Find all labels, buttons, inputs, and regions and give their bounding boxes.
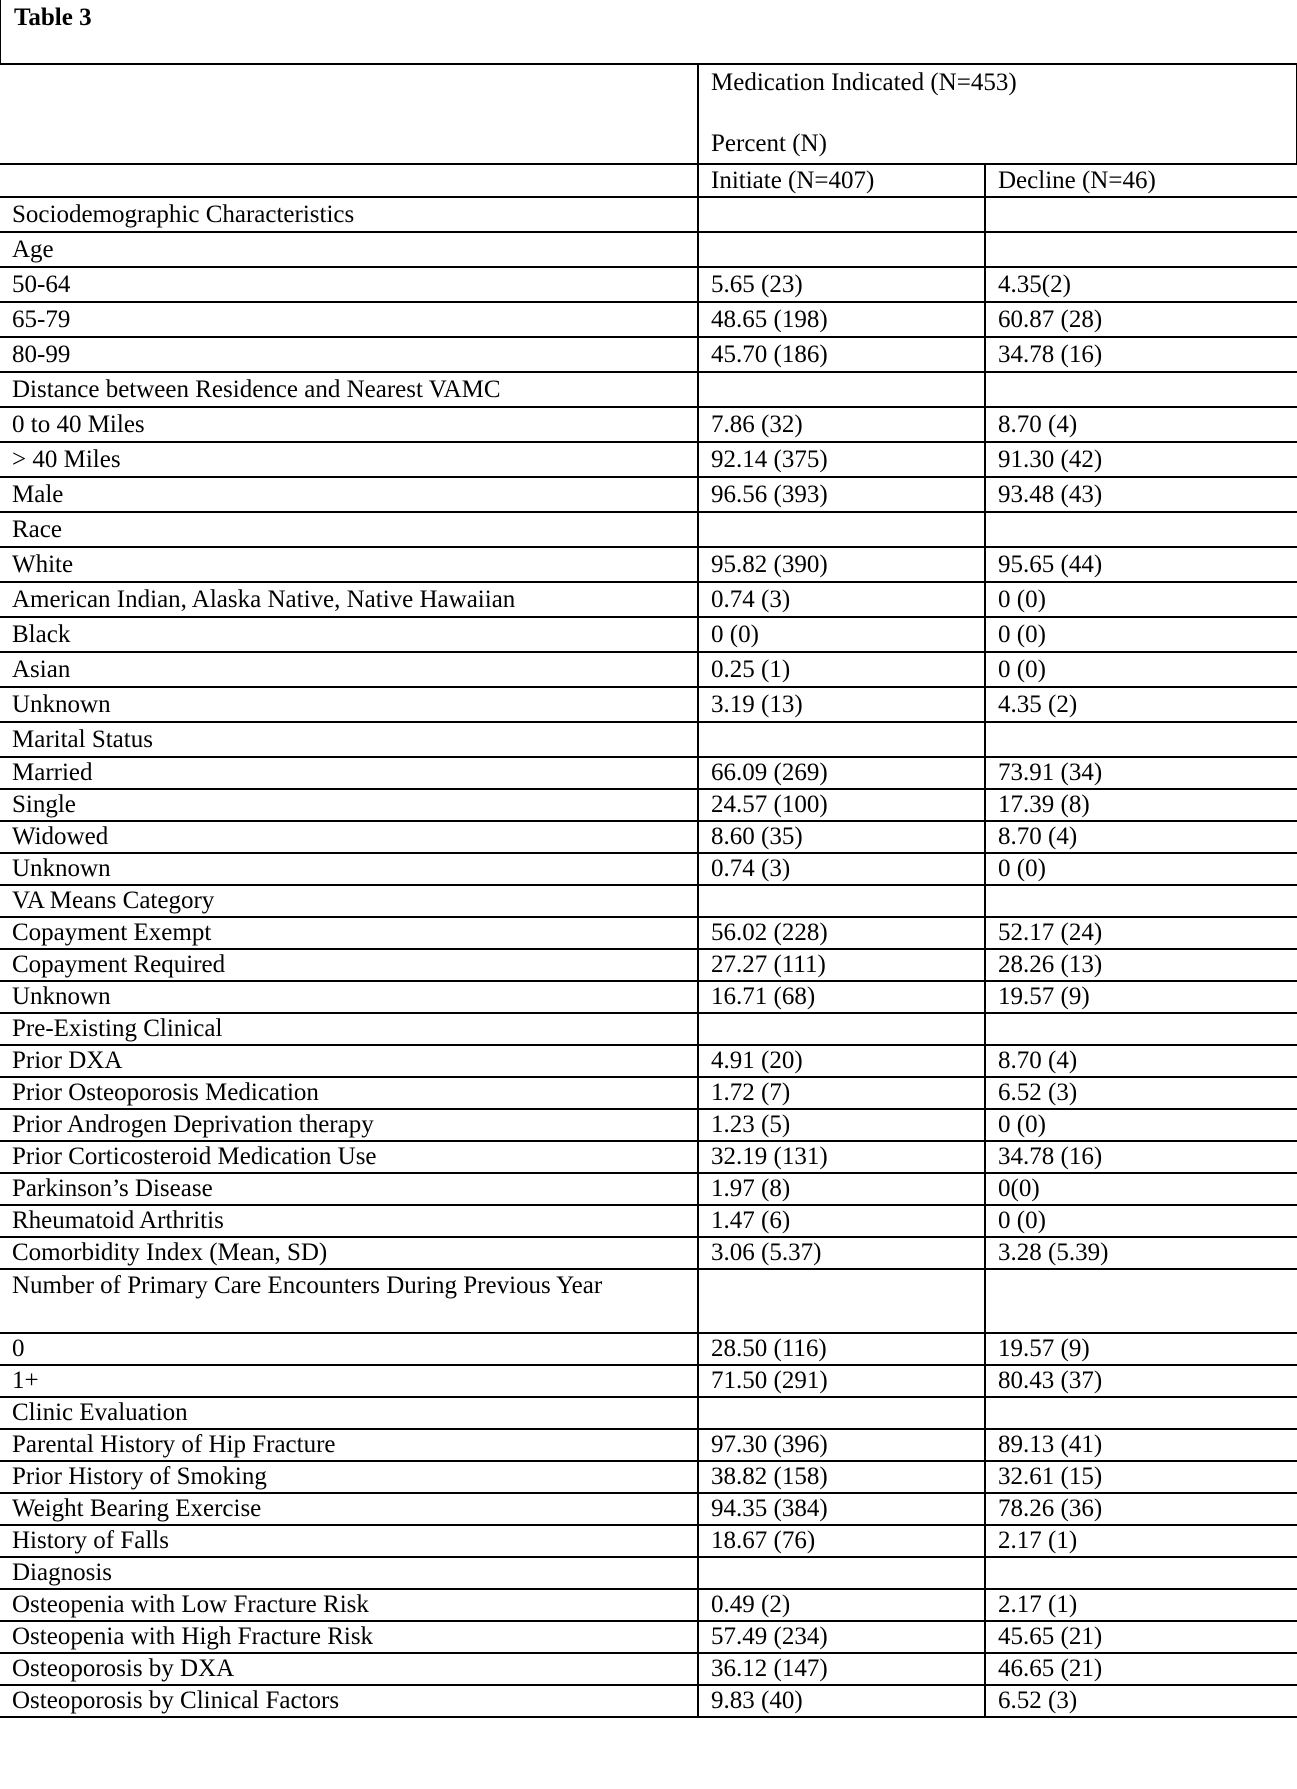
row-label: Weight Bearing Exercise: [0, 1493, 698, 1525]
cell-initiate: [698, 722, 985, 757]
cell-decline: 6.52 (3): [985, 1077, 1297, 1109]
table-row: [0, 197, 1297, 232]
header-row-columns: [0, 164, 1297, 197]
row-label: Race: [0, 512, 698, 547]
cell-initiate: [698, 197, 985, 232]
cell-initiate: 1.72 (7): [698, 1077, 985, 1109]
page-border: [0, 0, 1, 64]
cell-decline: 80.43 (37): [985, 1365, 1297, 1397]
cell-initiate: 1.97 (8): [698, 1173, 985, 1205]
header-row-group: [0, 64, 1297, 164]
cell-decline: 4.35(2): [985, 267, 1297, 302]
cell-decline: 0 (0): [985, 853, 1297, 885]
cell-initiate: 16.71 (68): [698, 981, 985, 1013]
row-label: Unknown: [0, 981, 698, 1013]
cell-decline: 8.70 (4): [985, 1045, 1297, 1077]
table-row: [0, 1365, 1297, 1397]
table-row: [0, 477, 1297, 512]
cell-decline: 0 (0): [985, 582, 1297, 617]
cell-initiate: 24.57 (100): [698, 789, 985, 821]
cell-decline: [985, 232, 1297, 267]
table-row: [0, 1013, 1297, 1045]
table-row: [0, 1653, 1297, 1685]
table-row: [0, 617, 1297, 652]
table-row: [0, 512, 1297, 547]
cell-initiate: 57.49 (234): [698, 1621, 985, 1653]
row-label: 50-64: [0, 267, 698, 302]
row-label: White: [0, 547, 698, 582]
cell-initiate: 0 (0): [698, 617, 985, 652]
cell-initiate: 0.25 (1): [698, 652, 985, 687]
header-group-sub: Percent (N): [711, 130, 827, 157]
cell-decline: 19.57 (9): [985, 1333, 1297, 1365]
cell-initiate: 94.35 (384): [698, 1493, 985, 1525]
table-row: [0, 981, 1297, 1013]
row-label: VA Means Category: [0, 885, 698, 917]
table-row: [0, 1525, 1297, 1557]
table-row: [0, 372, 1297, 407]
cell-decline: 0 (0): [985, 1109, 1297, 1141]
table-row: [0, 1269, 1297, 1333]
row-label: 0: [0, 1333, 698, 1365]
row-label: 80-99: [0, 337, 698, 372]
cell-decline: 0 (0): [985, 617, 1297, 652]
row-label: Copayment Required: [0, 949, 698, 981]
cell-decline: 17.39 (8): [985, 789, 1297, 821]
table-row: [0, 789, 1297, 821]
cell-initiate: 56.02 (228): [698, 917, 985, 949]
cell-decline: 95.65 (44): [985, 547, 1297, 582]
table-row: [0, 267, 1297, 302]
cell-decline: 8.70 (4): [985, 407, 1297, 442]
row-label: Parkinson’s Disease: [0, 1173, 698, 1205]
row-label: Parental History of Hip Fracture: [0, 1429, 698, 1461]
row-label: Osteopenia with Low Fracture Risk: [0, 1589, 698, 1621]
table-row: [0, 885, 1297, 917]
table-row: [0, 407, 1297, 442]
row-label: Prior Corticosteroid Medication Use: [0, 1141, 698, 1173]
cell-initiate: 96.56 (393): [698, 477, 985, 512]
cell-initiate: 0.49 (2): [698, 1589, 985, 1621]
row-label: Diagnosis: [0, 1557, 698, 1589]
row-label: History of Falls: [0, 1525, 698, 1557]
row-label: Copayment Exempt: [0, 917, 698, 949]
table-title: Table 3: [14, 4, 92, 31]
table-row: [0, 547, 1297, 582]
cell-decline: 2.17 (1): [985, 1589, 1297, 1621]
cell-decline: 93.48 (43): [985, 477, 1297, 512]
row-label: Distance between Residence and Nearest VAMC: [0, 372, 698, 407]
table-row: [0, 949, 1297, 981]
table-row: [0, 1461, 1297, 1493]
cell-decline: 4.35 (2): [985, 687, 1297, 722]
row-label: Age: [0, 232, 698, 267]
cell-decline: [985, 1013, 1297, 1045]
data-table: [0, 63, 1297, 1718]
cell-initiate: [698, 372, 985, 407]
cell-initiate: 1.47 (6): [698, 1205, 985, 1237]
cell-initiate: 66.09 (269): [698, 757, 985, 789]
table-row: [0, 1045, 1297, 1077]
cell-decline: 2.17 (1): [985, 1525, 1297, 1557]
cell-initiate: 5.65 (23): [698, 267, 985, 302]
row-label: Prior History of Smoking: [0, 1461, 698, 1493]
cell-initiate: 28.50 (116): [698, 1333, 985, 1365]
cell-decline: [985, 1397, 1297, 1429]
cell-initiate: [698, 885, 985, 917]
cell-decline: 19.57 (9): [985, 981, 1297, 1013]
cell-decline: 89.13 (41): [985, 1429, 1297, 1461]
row-label: > 40 Miles: [0, 442, 698, 477]
cell-initiate: [698, 1013, 985, 1045]
cell-decline: 34.78 (16): [985, 1141, 1297, 1173]
cell-initiate: 1.23 (5): [698, 1109, 985, 1141]
row-label: Single: [0, 789, 698, 821]
row-label: Asian: [0, 652, 698, 687]
table-row: [0, 1237, 1297, 1269]
cell-initiate: 92.14 (375): [698, 442, 985, 477]
cell-decline: [985, 1269, 1297, 1333]
cell-initiate: 4.91 (20): [698, 1045, 985, 1077]
row-label: Rheumatoid Arthritis: [0, 1205, 698, 1237]
cell-initiate: [698, 232, 985, 267]
row-label: Number of Primary Care Encounters During Previous Year: [0, 1269, 698, 1333]
cell-initiate: [698, 512, 985, 547]
row-label: 65-79: [0, 302, 698, 337]
cell-initiate: 18.67 (76): [698, 1525, 985, 1557]
row-label: Sociodemographic Characteristics: [0, 197, 698, 232]
cell-initiate: 36.12 (147): [698, 1653, 985, 1685]
table-row: [0, 687, 1297, 722]
row-label: Clinic Evaluation: [0, 1397, 698, 1429]
cell-decline: 73.91 (34): [985, 757, 1297, 789]
cell-decline: 0(0): [985, 1173, 1297, 1205]
cell-initiate: 0.74 (3): [698, 582, 985, 617]
row-label: Unknown: [0, 687, 698, 722]
table-row: [0, 232, 1297, 267]
cell-initiate: 3.06 (5.37): [698, 1237, 985, 1269]
row-label: Widowed: [0, 821, 698, 853]
cell-decline: 28.26 (13): [985, 949, 1297, 981]
row-label: Male: [0, 477, 698, 512]
row-label: Prior Osteoporosis Medication: [0, 1077, 698, 1109]
table-row: [0, 1557, 1297, 1589]
cell-initiate: 95.82 (390): [698, 547, 985, 582]
table-row: [0, 853, 1297, 885]
row-label: Marital Status: [0, 722, 698, 757]
row-label: Married: [0, 757, 698, 789]
table-row: [0, 1205, 1297, 1237]
table-row: [0, 722, 1297, 757]
cell-initiate: 38.82 (158): [698, 1461, 985, 1493]
table-row: [0, 1333, 1297, 1365]
cell-decline: 6.52 (3): [985, 1685, 1297, 1717]
table-row: [0, 1141, 1297, 1173]
cell-decline: [985, 1557, 1297, 1589]
cell-initiate: 7.86 (32): [698, 407, 985, 442]
table-row: [0, 1173, 1297, 1205]
table-row: [0, 1429, 1297, 1461]
col-header-decline: Decline (N=46): [985, 164, 1297, 197]
cell-initiate: 45.70 (186): [698, 337, 985, 372]
table-row: [0, 1589, 1297, 1621]
header-empty-cell: [0, 64, 698, 164]
cell-decline: 78.26 (36): [985, 1493, 1297, 1525]
cell-decline: 0 (0): [985, 1205, 1297, 1237]
cell-initiate: [698, 1269, 985, 1333]
row-label: Osteoporosis by Clinical Factors: [0, 1685, 698, 1717]
cell-decline: [985, 885, 1297, 917]
table-row: [0, 757, 1297, 789]
cell-decline: 46.65 (21): [985, 1653, 1297, 1685]
row-label: Unknown: [0, 853, 698, 885]
col-header-initiate: Initiate (N=407): [698, 164, 985, 197]
table-row: [0, 302, 1297, 337]
row-label: Prior Androgen Deprivation therapy: [0, 1109, 698, 1141]
cell-decline: 32.61 (15): [985, 1461, 1297, 1493]
table-row: [0, 1397, 1297, 1429]
cell-initiate: 9.83 (40): [698, 1685, 985, 1717]
cell-decline: 0 (0): [985, 652, 1297, 687]
row-label: Prior DXA: [0, 1045, 698, 1077]
cell-initiate: 71.50 (291): [698, 1365, 985, 1397]
row-label: Comorbidity Index (Mean, SD): [0, 1237, 698, 1269]
cell-decline: [985, 197, 1297, 232]
header-group-label: Medication Indicated (N=453): [711, 69, 1017, 96]
cell-initiate: 0.74 (3): [698, 853, 985, 885]
cell-initiate: [698, 1397, 985, 1429]
cell-initiate: 48.65 (198): [698, 302, 985, 337]
row-label: Pre-Existing Clinical: [0, 1013, 698, 1045]
table-row: [0, 652, 1297, 687]
cell-decline: 34.78 (16): [985, 337, 1297, 372]
row-label: 1+: [0, 1365, 698, 1397]
cell-decline: 3.28 (5.39): [985, 1237, 1297, 1269]
header-group-cell: [698, 64, 1297, 164]
table-row: [0, 917, 1297, 949]
cell-initiate: 3.19 (13): [698, 687, 985, 722]
table-row: [0, 1109, 1297, 1141]
row-label: Osteopenia with High Fracture Risk: [0, 1621, 698, 1653]
cell-decline: [985, 372, 1297, 407]
row-label: Osteoporosis by DXA: [0, 1653, 698, 1685]
header-empty-cell: [0, 164, 698, 197]
cell-decline: 8.70 (4): [985, 821, 1297, 853]
cell-initiate: 97.30 (396): [698, 1429, 985, 1461]
cell-decline: 91.30 (42): [985, 442, 1297, 477]
row-label: Black: [0, 617, 698, 652]
cell-decline: 60.87 (28): [985, 302, 1297, 337]
cell-decline: 52.17 (24): [985, 917, 1297, 949]
table-row: [0, 582, 1297, 617]
cell-initiate: [698, 1557, 985, 1589]
cell-decline: [985, 722, 1297, 757]
cell-initiate: 32.19 (131): [698, 1141, 985, 1173]
cell-initiate: 8.60 (35): [698, 821, 985, 853]
cell-decline: 45.65 (21): [985, 1621, 1297, 1653]
cell-decline: [985, 512, 1297, 547]
row-label: American Indian, Alaska Native, Native Hawaiian: [0, 582, 698, 617]
table-row: [0, 1493, 1297, 1525]
table-row: [0, 1621, 1297, 1653]
table-row: [0, 821, 1297, 853]
table-row: [0, 1077, 1297, 1109]
table-row: [0, 1685, 1297, 1717]
table-row: [0, 337, 1297, 372]
cell-initiate: 27.27 (111): [698, 949, 985, 981]
row-label: 0 to 40 Miles: [0, 407, 698, 442]
table-row: [0, 442, 1297, 477]
